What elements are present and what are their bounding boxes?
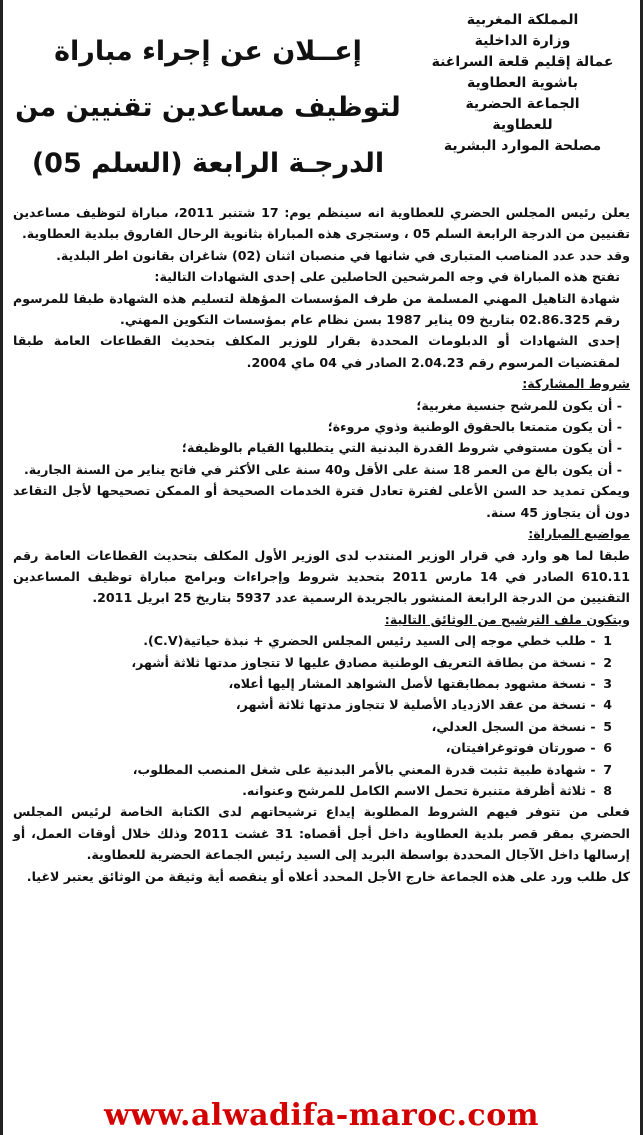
announcement-body	[13, 202, 630, 887]
certificate-item: شهادة التاهيل المهني المسلمة من طرف المؤسسات المؤهلة لتسليم هذه الشهادة طبقا للمرسوم رقم 02.86.325 بتاريخ 09 يناير 1987 بسن نظام عام بمؤسسات التكوين المهني.	[13, 290, 620, 328]
document-number: 1	[603, 633, 612, 649]
title-line: لتوظيف مساعدين تقنيين من	[15, 92, 401, 123]
document-number: 7	[603, 761, 612, 777]
document-number: 2	[603, 654, 612, 670]
document-item: 4 - نسخة من عقد الازدياد الأصلية لا تتجاوز مدتها ثلاثة أشهر،	[13, 694, 630, 715]
document-item: 7 - شهادة طبية تثبت قدرة المعني بالأمر البدنية على شغل المنصب المطلوب،	[13, 759, 630, 780]
conditions-list	[13, 395, 630, 481]
documents-list	[13, 630, 630, 801]
condition-item: - أن يكون مستوفي شروط القدرة البدنية التي يتطلبها القيام بالوظيفة؛	[13, 437, 630, 458]
conditions-heading: شروط المشاركة:	[522, 376, 630, 392]
certificate-item: إحدى الشهادات أو الدبلومات المحددة بقرار للوزير المكلف بتحديث القطاعات العامة طبقا لمقتضيات المرسوم رقم 2.04.23 الصادر في 04 ماي 2004.	[13, 333, 620, 370]
subjects-text: طبقا لما هو وارد في قرار الوزير المنتدب لدى الوزير الأول المكلف بتحديث القطاعات العامة رقم 610.11 الصادر في 14 مارس 2011 بتحديد شروط وإجراءات وبرامج مباراة توظيف المساعدين التقنيين من الدرجة الرابعة المنشور بالجريدة الرسمية عدد 5937 بتاريخ 25 ابريل 2011.	[13, 547, 630, 606]
document-text: طلب خطي موجه إلى السيد رئيس المجلس الحضري + نبذة حياتية(C.V).	[143, 633, 586, 649]
header	[13, 6, 630, 202]
admin-line: الجماعة الحضرية	[465, 96, 580, 112]
closing-paragraph: كل طلب ورد على هذه الجماعة خارج الأجل المحدد أعلاه أو ينقصه أية وثيقة من الوثائق يعتبر لاغيا.	[26, 868, 630, 884]
document-item: 5 - نسخة من السجل العدلي،	[13, 716, 630, 737]
admin-line: المملكة المغربية	[466, 12, 579, 28]
document-item: 6 - صورتان فوتوغرافيتان،	[13, 737, 630, 758]
intro-paragraph: يعلن رئيس المجلس الحضري للعطاوية انه سينظم يوم: 17 شتنبر 2011، مباراة لتوظيف مساعدين تقنيين من الدرجة الرابعة السلم 05 ، وستجرى هذه المباراة بثانوية الرحال الفاروق ببلدية العطاوية.	[13, 205, 630, 242]
document-number: 5	[603, 718, 612, 734]
admin-line: مصلحة الموارد البشرية	[443, 138, 602, 154]
administration-block	[415, 6, 630, 157]
age-note: ويمكن تمديد حد السن الأعلى لفترة تعادل فترة الخدمات الصحيحة أو الممكن تصحيحها لأجل التقاعد دون أن يتجاوز 45 سنة.	[13, 483, 630, 520]
announcement-title	[13, 6, 403, 192]
document-text: نسخة مشهود بمطابقتها لأصل الشواهد المشار إليها أعلاه،	[228, 675, 586, 691]
document-text: شهادة طبية تثبت قدرة المعني بالأمر البدنية على شغل المنصب المطلوب،	[132, 761, 586, 777]
document-item: 3 - نسخة مشهود بمطابقتها لأصل الشواهد المشار إليها أعلاه،	[13, 673, 630, 694]
condition-item: - أن يكون متمتعا بالحقوق الوطنية وذوي مروءة؛	[13, 416, 630, 437]
intro-paragraph: وقد حدد عدد المناصب المتبارى في شانها في منصبان اثنان (02) شاغران بقانون اطر البلدية.	[56, 247, 630, 263]
admin-line: وزارة الداخلية	[474, 33, 571, 49]
document-item: 8 - ثلاثة أظرفة متنبرة تحمل الاسم الكامل للمرشح وعنوانه.	[13, 780, 630, 801]
opening-lead: تفتح هذه المباراة في وجه المرشحين الحاصلين على إحدى الشهادات التالية:	[154, 269, 620, 285]
file-heading: ويتكون ملف الترشيح من الوثائق التالية:	[384, 611, 630, 627]
document-text: نسخة من بطاقة التعريف الوطنية مصادق عليها لا تتجاوز مدتها ثلاثة أشهر،	[131, 654, 586, 670]
subjects-heading: مواضيع المباراة:	[528, 526, 630, 542]
condition-item: - أن يكون للمرشح جنسية مغربية؛	[13, 395, 630, 416]
document-text: ثلاثة أظرفة متنبرة تحمل الاسم الكامل للمرشح وعنوانه.	[242, 782, 586, 798]
document-item: 1 - طلب خطي موجه إلى السيد رئيس المجلس الحضري + نبذة حياتية(C.V).	[13, 630, 630, 651]
closing-paragraph: فعلى من تتوفر فيهم الشروط المطلوبة إيداع ترشيحاتهم لدى الكتابة الخاصة لرئيس المجلس الحضري بمقر قصر بلدية العطاوية داخل أجل أقصاه: 31 غشت 2011 وذلك خلال أوقات العمل، أو إرسالها داخل الآجال المحددة بواسطة البريد إلى السيد رئيس الجماعة الحضرية للعطاوية.	[13, 804, 631, 863]
admin-line: عمالة إقليم قلعة السراغنة	[431, 54, 614, 70]
website-watermark[interactable]: www.alwadifa-maroc.com	[104, 1098, 539, 1133]
title-line: إعــلان عن إجراء مباراة	[54, 36, 362, 67]
document-number: 3	[603, 675, 612, 691]
title-line: الدرجـة الرابعة (السلم 05)	[31, 148, 385, 179]
document-number: 6	[603, 740, 612, 756]
document-item: 2 - نسخة من بطاقة التعريف الوطنية مصادق عليها لا تتجاوز مدتها ثلاثة أشهر،	[13, 652, 630, 673]
document-number: 4	[603, 697, 612, 713]
document-text: صورتان فوتوغرافيتان،	[445, 740, 586, 756]
admin-line: باشوية العطاوية	[467, 75, 578, 91]
document-number: 8	[603, 782, 612, 798]
document-text: نسخة من السجل العدلي،	[431, 718, 586, 734]
document-text: نسخة من عقد الازدياد الأصلية لا تتجاوز مدتها ثلاثة أشهر،	[235, 697, 586, 713]
admin-line: للعطاوية	[492, 117, 553, 133]
condition-item: - أن يكون بالغ من العمر 18 سنة على الأقل و40 سنة على الأكثر في فاتح يناير من السنة الجارية.	[13, 459, 630, 480]
